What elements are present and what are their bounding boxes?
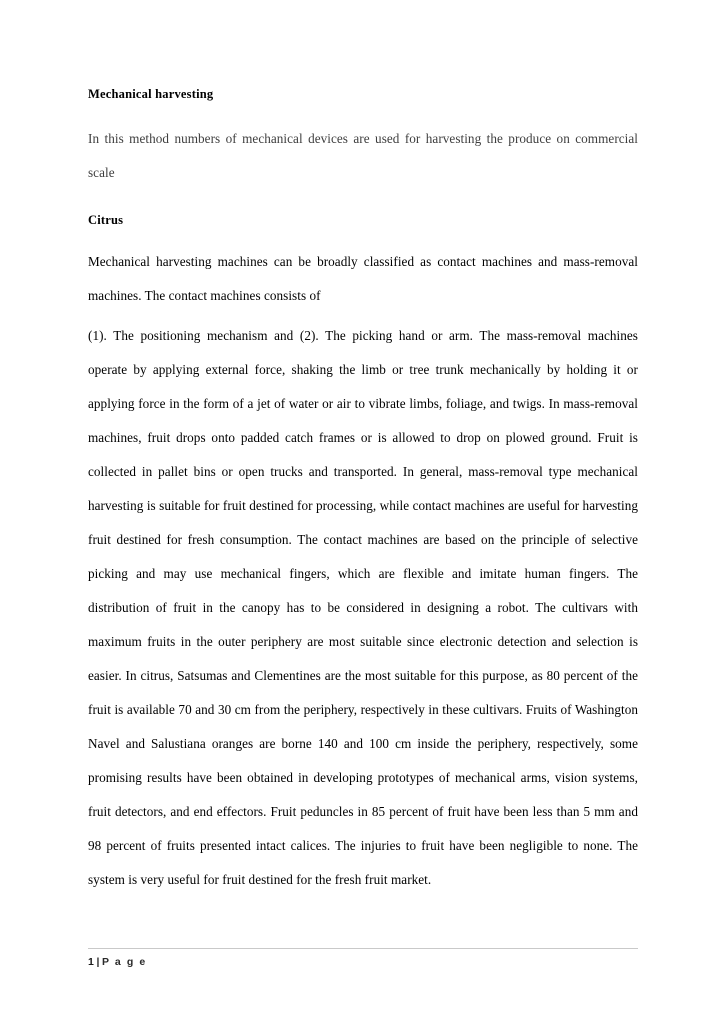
footer-divider [88,948,638,949]
footer-page-indicator [88,956,638,968]
footer-separator: | [96,956,100,968]
page-title: Mechanical harvesting [88,87,214,101]
page-footer [88,948,638,968]
intro-paragraph: In this method numbers of mechanical devices are used for harvesting the produce on commercial scale [88,130,638,180]
body-paragraph-2: (1). The positioning mechanism and (2). The picking hand or arm. The mass-removal machines operate by applying external force, shaking the limb or tree trunk mechanically by holding it or applying force in the form of a jet of water or air to vibrate limbs, foliage, and twigs. In mass-removal machines, fruit drops onto padded catch frames or is allowed to drop on plowed ground. Fruit is collected in pallet bins or open trucks and transported. In general, mass-removal type mechanical harvesting is suitable for fruit destined for processing, while contact machines are useful for harvesting fruit destined for fresh consumption. The contact machines are based on the principle of selective picking and may use mechanical fingers, which are flexible and imitate human fingers. The distribution of fruit in the canopy has to be considered in designing a robot. The cultivars with maximum fruits in the outer periphery are most suitable since electronic detection and selection is easier. In citrus, Satsumas and Clementines are the most suitable for this purpose, as 80 percent of the fruit is available 70 and 30 cm from the periphery, respectively in these cultivars. Fruits of Washington Navel and Salustiana oranges are borne 140 and 100 cm inside the periphery, respectively, some promising results have been obtained in developing prototypes of mechanical arms, vision systems, fruit detectors, and end effectors. Fruit peduncles in 85 percent of fruit have been less than 5 mm and 98 percent of fruits presented intact calices. The injuries to fruit have been negligible to none. The system is very useful for fruit destined for the fresh fruit market. [88,328,638,887]
section-heading-citrus: Citrus [88,212,124,227]
footer-page-number: 1 [88,956,95,968]
footer-page-label: P a g e [102,956,147,968]
body-paragraph-1: Mechanical harvesting machines can be broadly classified as contact machines and mass-removal machines. The contact machines consists of [88,254,638,303]
